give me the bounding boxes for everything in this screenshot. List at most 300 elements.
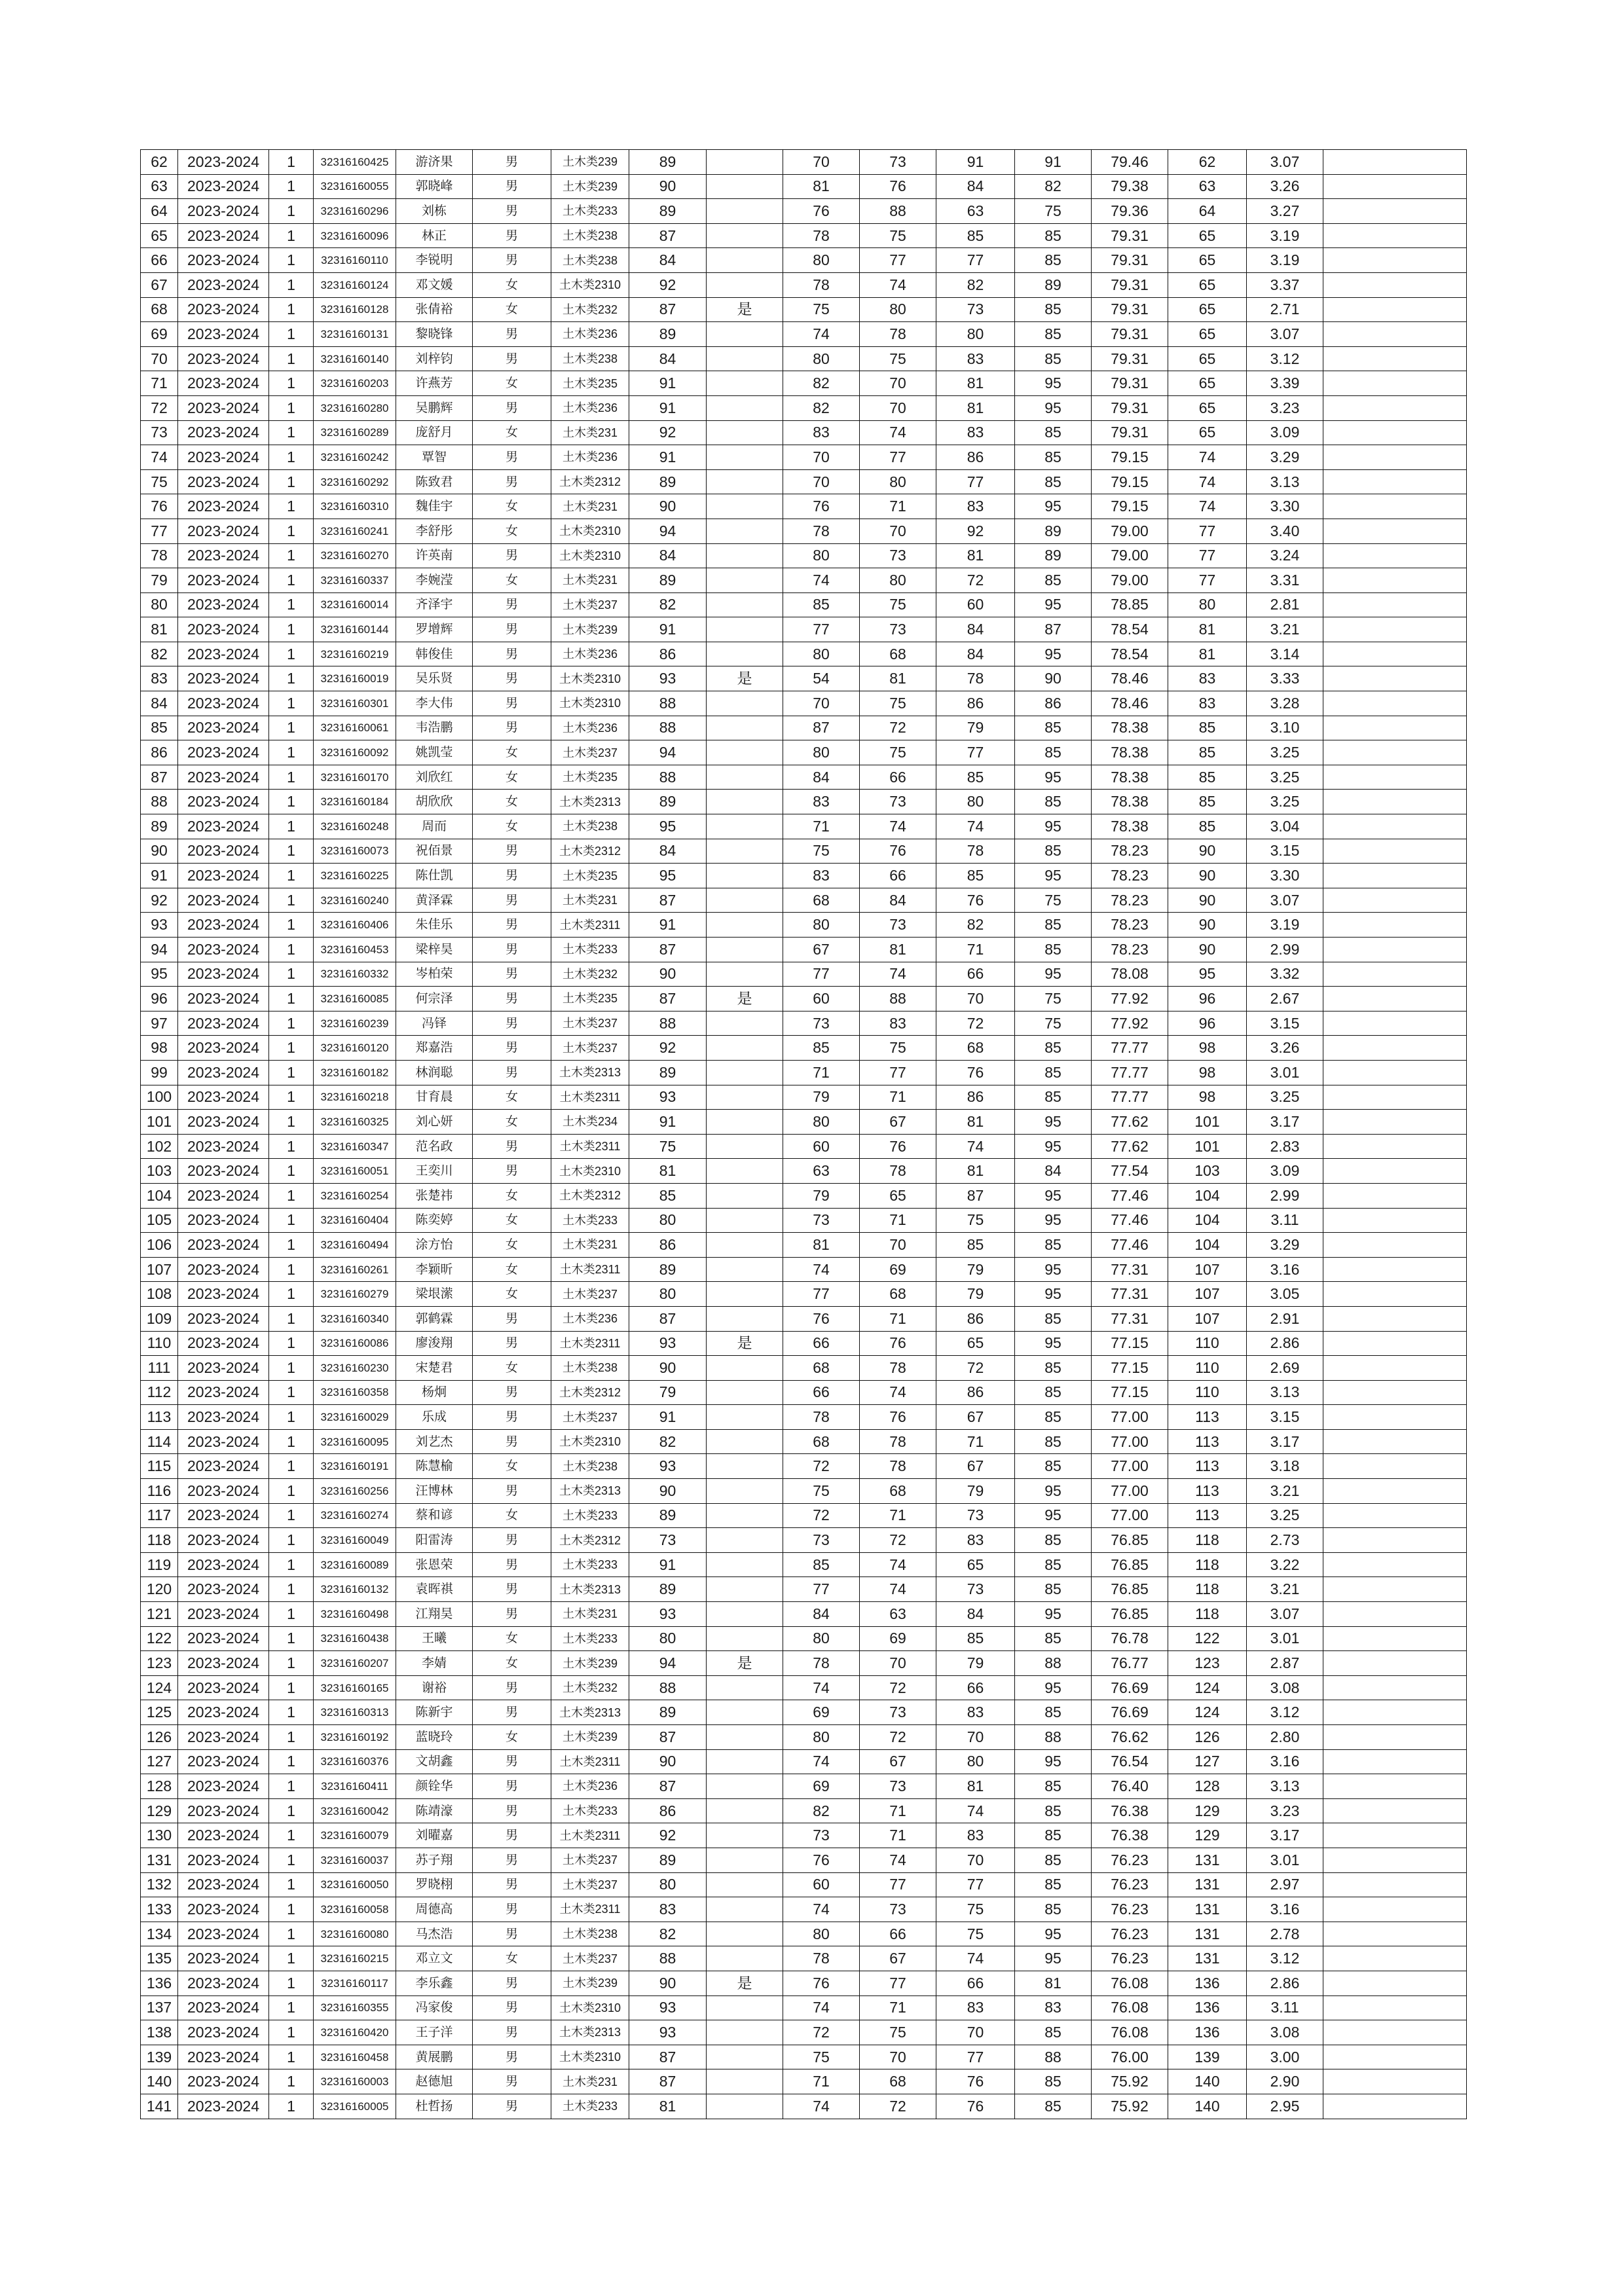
name-cell: 韩俊佳 [396, 642, 473, 666]
term-cell: 1 [269, 888, 314, 913]
flag-cell [707, 913, 783, 938]
course-score-cell: 79 [936, 1479, 1015, 1504]
course-score-cell: 84 [936, 1602, 1015, 1627]
student-id-cell: 32316160003 [314, 2069, 396, 2094]
rank-cell: 140 [1168, 2094, 1247, 2119]
year-cell: 2023-2024 [178, 1995, 269, 2020]
course-score-cell: 81 [1015, 1971, 1092, 1995]
rank-cell: 65 [1168, 297, 1247, 322]
rank-cell: 103 [1168, 1159, 1247, 1184]
average-cell: 76.54 [1092, 1749, 1168, 1774]
class-cell: 土木类2310 [551, 1429, 629, 1454]
gpa-cell: 3.17 [1247, 1110, 1323, 1135]
rank-cell: 90 [1168, 864, 1247, 888]
course-score-cell: 74 [860, 1577, 936, 1602]
year-cell: 2023-2024 [178, 1331, 269, 1356]
term-cell: 1 [269, 814, 314, 839]
gender-cell: 男 [473, 987, 551, 1011]
flag-cell [707, 864, 783, 888]
average-cell: 79.31 [1092, 223, 1168, 248]
empty-cell [1323, 272, 1467, 297]
score-cell: 91 [629, 617, 707, 642]
student-id-cell: 32316160270 [314, 543, 396, 568]
flag-cell [707, 790, 783, 814]
seq-cell: 102 [141, 1134, 178, 1159]
student-id-cell: 32316160110 [314, 248, 396, 273]
course-score-cell: 74 [783, 568, 860, 593]
course-score-cell: 95 [1015, 1208, 1092, 1233]
name-cell: 袁晖祺 [396, 1577, 473, 1602]
seq-cell: 119 [141, 1552, 178, 1577]
average-cell: 78.54 [1092, 642, 1168, 666]
score-cell: 91 [629, 913, 707, 938]
course-score-cell: 80 [936, 322, 1015, 347]
flag-cell [707, 691, 783, 716]
empty-cell [1323, 1577, 1467, 1602]
average-cell: 77.15 [1092, 1380, 1168, 1405]
seq-cell: 66 [141, 248, 178, 273]
seq-cell: 134 [141, 1922, 178, 1946]
name-cell: 刘艺杰 [396, 1429, 473, 1454]
class-cell: 土木类239 [551, 1725, 629, 1750]
score-cell: 95 [629, 814, 707, 839]
table-row [141, 1257, 1467, 1282]
course-score-cell: 95 [1015, 765, 1092, 790]
gender-cell: 男 [473, 691, 551, 716]
flag-cell [707, 494, 783, 519]
name-cell: 苏子翔 [396, 1848, 473, 1872]
empty-cell [1323, 150, 1467, 175]
student-id-cell: 32316160256 [314, 1479, 396, 1504]
empty-cell [1323, 395, 1467, 420]
seq-cell: 121 [141, 1602, 178, 1627]
course-score-cell: 78 [860, 322, 936, 347]
course-score-cell: 66 [783, 1380, 860, 1405]
student-id-cell: 32316160051 [314, 1159, 396, 1184]
flag-cell [707, 1528, 783, 1553]
gender-cell: 女 [473, 765, 551, 790]
gpa-cell: 3.31 [1247, 568, 1323, 593]
name-cell: 赵德旭 [396, 2069, 473, 2094]
table-row [141, 1798, 1467, 1823]
table-row [141, 1011, 1467, 1036]
empty-cell [1323, 1528, 1467, 1553]
course-score-cell: 71 [860, 1823, 936, 1848]
course-score-cell: 95 [1015, 1282, 1092, 1307]
student-id-cell: 32316160128 [314, 297, 396, 322]
rank-cell: 81 [1168, 642, 1247, 666]
gender-cell: 女 [473, 740, 551, 765]
course-score-cell: 70 [936, 1848, 1015, 1872]
flag-cell [707, 839, 783, 864]
course-score-cell: 72 [860, 1675, 936, 1700]
gender-cell: 男 [473, 2094, 551, 2119]
course-score-cell: 74 [783, 1749, 860, 1774]
class-cell: 土木类2311 [551, 1897, 629, 1922]
flag-cell [707, 2069, 783, 2094]
year-cell: 2023-2024 [178, 1675, 269, 1700]
name-cell: 李乐鑫 [396, 1971, 473, 1995]
empty-cell [1323, 1183, 1467, 1208]
table-row [141, 199, 1467, 224]
student-id-cell: 32316160292 [314, 469, 396, 494]
class-cell: 土木类239 [551, 1971, 629, 1995]
score-cell: 88 [629, 691, 707, 716]
seq-cell: 81 [141, 617, 178, 642]
table-row [141, 1429, 1467, 1454]
rank-cell: 90 [1168, 839, 1247, 864]
class-cell: 土木类237 [551, 1405, 629, 1430]
flag-cell [707, 1725, 783, 1750]
course-score-cell: 80 [783, 543, 860, 568]
average-cell: 76.77 [1092, 1651, 1168, 1676]
gpa-cell: 3.19 [1247, 223, 1323, 248]
table-row [141, 1479, 1467, 1504]
name-cell: 张倩裕 [396, 297, 473, 322]
student-id-cell: 32316160080 [314, 1922, 396, 1946]
gpa-cell: 3.00 [1247, 2045, 1323, 2069]
course-score-cell: 76 [936, 888, 1015, 913]
average-cell: 79.46 [1092, 150, 1168, 175]
course-score-cell: 66 [936, 1971, 1015, 1995]
course-score-cell: 71 [860, 1085, 936, 1110]
course-score-cell: 73 [783, 1011, 860, 1036]
course-score-cell: 65 [936, 1552, 1015, 1577]
name-cell: 郑嘉浩 [396, 1036, 473, 1061]
seq-cell: 89 [141, 814, 178, 839]
score-cell: 95 [629, 864, 707, 888]
average-cell: 77.46 [1092, 1233, 1168, 1258]
course-score-cell: 85 [1015, 1454, 1092, 1479]
student-id-cell: 32316160289 [314, 420, 396, 445]
term-cell: 1 [269, 2069, 314, 2094]
course-score-cell: 84 [860, 888, 936, 913]
table-row [141, 2094, 1467, 2119]
gender-cell: 男 [473, 592, 551, 617]
flag-cell: 是 [707, 1651, 783, 1676]
course-score-cell: 71 [860, 1995, 936, 2020]
course-score-cell: 75 [1015, 987, 1092, 1011]
year-cell: 2023-2024 [178, 519, 269, 543]
rank-cell: 74 [1168, 445, 1247, 470]
course-score-cell: 81 [936, 1159, 1015, 1184]
flag-cell [707, 469, 783, 494]
score-cell: 89 [629, 199, 707, 224]
average-cell: 78.08 [1092, 962, 1168, 987]
student-id-cell: 32316160438 [314, 1626, 396, 1651]
year-cell: 2023-2024 [178, 1060, 269, 1085]
course-score-cell: 88 [1015, 1651, 1092, 1676]
student-id-cell: 32316160131 [314, 322, 396, 347]
course-score-cell: 75 [783, 2045, 860, 2069]
course-score-cell: 85 [1015, 1528, 1092, 1553]
table-row [141, 1626, 1467, 1651]
gpa-cell: 3.09 [1247, 1159, 1323, 1184]
name-cell: 江翔昊 [396, 1602, 473, 1627]
course-score-cell: 85 [1015, 223, 1092, 248]
year-cell: 2023-2024 [178, 1700, 269, 1725]
table-row [141, 494, 1467, 519]
course-score-cell: 76 [860, 174, 936, 199]
class-cell: 土木类238 [551, 248, 629, 273]
student-id-cell: 32316160241 [314, 519, 396, 543]
empty-cell [1323, 814, 1467, 839]
table-row [141, 1503, 1467, 1528]
course-score-cell: 77 [783, 617, 860, 642]
year-cell: 2023-2024 [178, 1749, 269, 1774]
gpa-cell: 3.29 [1247, 445, 1323, 470]
name-cell: 宋楚君 [396, 1356, 473, 1381]
rank-cell: 136 [1168, 1971, 1247, 1995]
name-cell: 蓝晓玲 [396, 1725, 473, 1750]
flag-cell [707, 346, 783, 371]
course-score-cell: 74 [783, 1897, 860, 1922]
term-cell: 1 [269, 1602, 314, 1627]
course-score-cell: 75 [783, 1479, 860, 1504]
student-id-cell: 32316160218 [314, 1085, 396, 1110]
seq-cell: 68 [141, 297, 178, 322]
year-cell: 2023-2024 [178, 592, 269, 617]
course-score-cell: 73 [783, 1823, 860, 1848]
flag-cell [707, 1946, 783, 1971]
year-cell: 2023-2024 [178, 297, 269, 322]
rank-cell: 64 [1168, 199, 1247, 224]
course-score-cell: 83 [936, 494, 1015, 519]
average-cell: 77.31 [1092, 1306, 1168, 1331]
gpa-cell: 3.16 [1247, 1897, 1323, 1922]
empty-cell [1323, 543, 1467, 568]
empty-cell [1323, 1479, 1467, 1504]
course-score-cell: 89 [1015, 272, 1092, 297]
score-cell: 94 [629, 519, 707, 543]
average-cell: 78.38 [1092, 790, 1168, 814]
year-cell: 2023-2024 [178, 1405, 269, 1430]
empty-cell [1323, 1257, 1467, 1282]
term-cell: 1 [269, 1848, 314, 1872]
course-score-cell: 74 [860, 814, 936, 839]
empty-cell [1323, 1159, 1467, 1184]
flag-cell [707, 1995, 783, 2020]
course-score-cell: 76 [860, 1134, 936, 1159]
student-id-cell: 32316160347 [314, 1134, 396, 1159]
name-cell: 陈致君 [396, 469, 473, 494]
year-cell: 2023-2024 [178, 1036, 269, 1061]
course-score-cell: 73 [783, 1528, 860, 1553]
course-score-cell: 74 [860, 1848, 936, 1872]
gpa-cell: 3.11 [1247, 1208, 1323, 1233]
table-row [141, 2069, 1467, 2094]
table-row [141, 420, 1467, 445]
course-score-cell: 65 [860, 1183, 936, 1208]
course-score-cell: 95 [1015, 1503, 1092, 1528]
class-cell: 土木类2313 [551, 1479, 629, 1504]
gender-cell: 男 [473, 150, 551, 175]
gpa-cell: 3.26 [1247, 1036, 1323, 1061]
year-cell: 2023-2024 [178, 1626, 269, 1651]
seq-cell: 105 [141, 1208, 178, 1233]
score-cell: 89 [629, 568, 707, 593]
course-score-cell: 68 [783, 1429, 860, 1454]
flag-cell [707, 1134, 783, 1159]
gender-cell: 女 [473, 814, 551, 839]
score-cell: 87 [629, 1725, 707, 1750]
average-cell: 77.54 [1092, 1159, 1168, 1184]
name-cell: 吴鹏辉 [396, 395, 473, 420]
gender-cell: 女 [473, 1282, 551, 1307]
class-cell: 土木类237 [551, 740, 629, 765]
student-id-cell: 32316160296 [314, 199, 396, 224]
gpa-cell: 3.21 [1247, 617, 1323, 642]
class-cell: 土木类233 [551, 1503, 629, 1528]
table-row [141, 445, 1467, 470]
flag-cell: 是 [707, 666, 783, 691]
flag-cell [707, 1552, 783, 1577]
course-score-cell: 77 [936, 248, 1015, 273]
gpa-cell: 3.15 [1247, 1011, 1323, 1036]
course-score-cell: 77 [783, 1577, 860, 1602]
name-cell: 黄泽霖 [396, 888, 473, 913]
class-cell: 土木类236 [551, 1774, 629, 1799]
year-cell: 2023-2024 [178, 1922, 269, 1946]
gpa-cell: 3.23 [1247, 395, 1323, 420]
course-score-cell: 83 [936, 1700, 1015, 1725]
term-cell: 1 [269, 1995, 314, 2020]
course-score-cell: 66 [936, 962, 1015, 987]
flag-cell [707, 1749, 783, 1774]
table-row [141, 2045, 1467, 2069]
score-cell: 87 [629, 888, 707, 913]
student-id-cell: 32316160274 [314, 1503, 396, 1528]
year-cell: 2023-2024 [178, 642, 269, 666]
rank-cell: 74 [1168, 494, 1247, 519]
student-id-cell: 32316160494 [314, 1233, 396, 1258]
course-score-cell: 87 [783, 716, 860, 740]
name-cell: 李婉滢 [396, 568, 473, 593]
rank-cell: 128 [1168, 1774, 1247, 1799]
flag-cell [707, 1774, 783, 1799]
course-score-cell: 68 [860, 1479, 936, 1504]
gender-cell: 男 [473, 1036, 551, 1061]
year-cell: 2023-2024 [178, 1552, 269, 1577]
course-score-cell: 86 [936, 1380, 1015, 1405]
average-cell: 77.31 [1092, 1257, 1168, 1282]
course-score-cell: 95 [1015, 592, 1092, 617]
class-cell: 土木类2311 [551, 1085, 629, 1110]
gpa-cell: 2.80 [1247, 1725, 1323, 1750]
rank-cell: 107 [1168, 1257, 1247, 1282]
seq-cell: 133 [141, 1897, 178, 1922]
rank-cell: 113 [1168, 1479, 1247, 1504]
course-score-cell: 85 [1015, 1405, 1092, 1430]
average-cell: 78.46 [1092, 691, 1168, 716]
course-score-cell: 77 [860, 1060, 936, 1085]
term-cell: 1 [269, 1577, 314, 1602]
score-cell: 93 [629, 2020, 707, 2045]
gender-cell: 男 [473, 1159, 551, 1184]
year-cell: 2023-2024 [178, 272, 269, 297]
term-cell: 1 [269, 740, 314, 765]
course-score-cell: 81 [860, 666, 936, 691]
gpa-cell: 3.23 [1247, 1798, 1323, 1823]
year-cell: 2023-2024 [178, 1577, 269, 1602]
student-id-cell: 32316160050 [314, 1872, 396, 1897]
score-cell: 91 [629, 1110, 707, 1135]
average-cell: 79.31 [1092, 395, 1168, 420]
course-score-cell: 95 [1015, 1331, 1092, 1356]
course-score-cell: 85 [936, 223, 1015, 248]
student-id-cell: 32316160092 [314, 740, 396, 765]
score-cell: 80 [629, 1872, 707, 1897]
average-cell: 79.00 [1092, 519, 1168, 543]
gpa-cell: 2.86 [1247, 1331, 1323, 1356]
course-score-cell: 69 [860, 1626, 936, 1651]
course-score-cell: 77 [783, 962, 860, 987]
course-score-cell: 87 [936, 1183, 1015, 1208]
empty-cell [1323, 494, 1467, 519]
course-score-cell: 80 [783, 1110, 860, 1135]
average-cell: 79.15 [1092, 494, 1168, 519]
average-cell: 76.85 [1092, 1528, 1168, 1553]
flag-cell [707, 1872, 783, 1897]
course-score-cell: 95 [1015, 1110, 1092, 1135]
flag-cell [707, 2094, 783, 2119]
seq-cell: 62 [141, 150, 178, 175]
gpa-cell: 3.37 [1247, 272, 1323, 297]
name-cell: 杨炯 [396, 1380, 473, 1405]
course-score-cell: 87 [1015, 617, 1092, 642]
table-row [141, 1233, 1467, 1258]
table-row [141, 666, 1467, 691]
course-score-cell: 60 [783, 987, 860, 1011]
average-cell: 78.23 [1092, 938, 1168, 962]
seq-cell: 131 [141, 1848, 178, 1872]
empty-cell [1323, 2094, 1467, 2119]
name-cell: 陈靖濠 [396, 1798, 473, 1823]
name-cell: 胡欣欣 [396, 790, 473, 814]
empty-cell [1323, 346, 1467, 371]
average-cell: 78.38 [1092, 716, 1168, 740]
gpa-cell: 3.18 [1247, 1454, 1323, 1479]
year-cell: 2023-2024 [178, 839, 269, 864]
gpa-cell: 3.04 [1247, 814, 1323, 839]
rank-cell: 98 [1168, 1036, 1247, 1061]
score-cell: 93 [629, 1995, 707, 2020]
name-cell: 魏佳宇 [396, 494, 473, 519]
flag-cell: 是 [707, 987, 783, 1011]
flag-cell [707, 568, 783, 593]
gender-cell: 女 [473, 297, 551, 322]
course-score-cell: 95 [1015, 1922, 1092, 1946]
year-cell: 2023-2024 [178, 346, 269, 371]
average-cell: 78.54 [1092, 617, 1168, 642]
flag-cell [707, 272, 783, 297]
empty-cell [1323, 790, 1467, 814]
gpa-cell: 2.81 [1247, 592, 1323, 617]
average-cell: 79.31 [1092, 272, 1168, 297]
table-row [141, 1208, 1467, 1233]
term-cell: 1 [269, 1159, 314, 1184]
gpa-cell: 3.17 [1247, 1823, 1323, 1848]
seq-cell: 93 [141, 913, 178, 938]
gpa-cell: 2.69 [1247, 1356, 1323, 1381]
rank-cell: 85 [1168, 716, 1247, 740]
course-score-cell: 84 [783, 765, 860, 790]
average-cell: 76.08 [1092, 1995, 1168, 2020]
course-score-cell: 95 [1015, 864, 1092, 888]
seq-cell: 83 [141, 666, 178, 691]
seq-cell: 127 [141, 1749, 178, 1774]
name-cell: 王奕川 [396, 1159, 473, 1184]
